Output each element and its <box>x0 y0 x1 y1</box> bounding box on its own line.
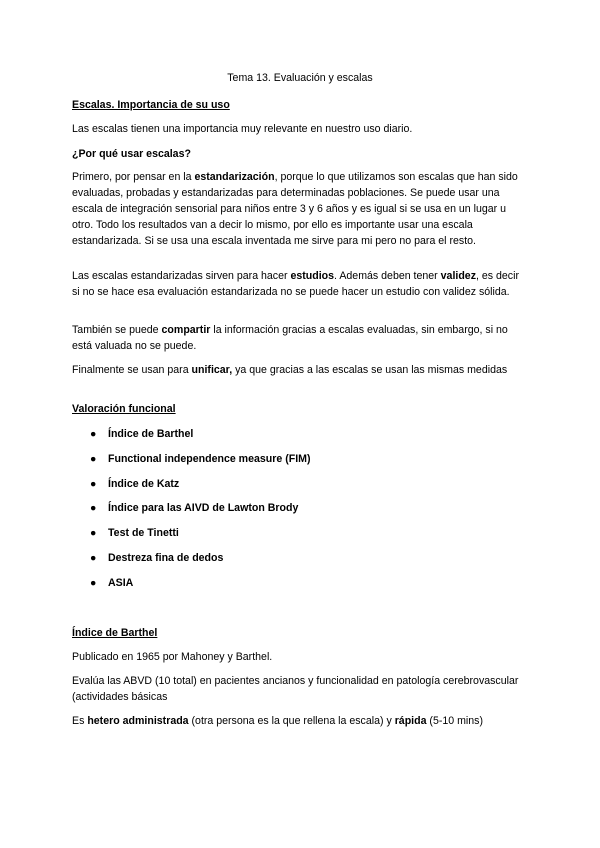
text: . Además deben tener <box>334 270 441 282</box>
list-item-label: Índice para las AIVD de Lawton Brody <box>108 502 299 515</box>
paragraph-unificar <box>72 362 528 378</box>
text: ya que gracias a las escalas se usan las mismas medidas <box>232 364 508 376</box>
text: (5-10 mins) <box>426 715 483 727</box>
bullet-icon: ● <box>90 502 97 515</box>
paragraph-hetero <box>72 713 528 729</box>
list-item <box>72 426 528 451</box>
bullet-icon: ● <box>90 452 97 465</box>
section-heading-escalas: Escalas. Importancia de su uso <box>72 99 230 111</box>
list-item-label: Índice de Barthel <box>108 428 194 440</box>
list-item-label: Destreza fina de dedos <box>108 551 224 564</box>
list-item <box>72 451 528 476</box>
bold-term: unificar, <box>191 364 233 376</box>
list-item-label: Índice de Katz <box>108 477 180 490</box>
section-heading-valoracion: Valoración funcional <box>72 403 176 415</box>
bold-term: hetero administrada <box>87 715 189 727</box>
paragraph-estudios <box>72 268 528 300</box>
bold-term: validez <box>440 270 476 282</box>
list-item <box>72 525 528 550</box>
bold-term: estandarización <box>194 171 275 183</box>
section-heading-barthel: Índice de Barthel <box>72 627 158 639</box>
text: Las escalas estandarizadas sirven para hacer <box>72 270 291 282</box>
bullet-icon: ● <box>90 576 97 589</box>
text: , porque lo que utilizamos son escalas que han sido evaluadas, probadas y estandarizadas para determinadas poblaciones. Se puede usar una escala de integración sensorial para niños entre 3 y 6 años y es igual si se usa en un lugar u otro. Todo los resultados van a decir lo mismo, por ello es importante usar una escala estandarizada. Si se usa una escala inventada me sirve para mi pero no para el resto. <box>72 171 518 247</box>
question-heading: ¿Por qué usar escalas? <box>72 148 191 160</box>
text: Es <box>72 715 88 727</box>
intro-paragraph: Las escalas tienen una importancia muy relevante en nuestro uso diario. <box>72 123 413 135</box>
text: (otra persona es la que rellena la escala) y <box>188 715 395 727</box>
list-item <box>72 550 528 575</box>
document-title: Tema 13. Evaluación y escalas <box>227 72 373 84</box>
paragraph-compartir <box>72 322 528 354</box>
bullet-icon: ● <box>90 477 97 490</box>
list-item-label: Test de Tinetti <box>108 527 179 540</box>
text: la información gracias a escalas evaluadas, sin embargo, si no está valuada no se puede. <box>72 324 508 352</box>
scales-list <box>72 426 528 600</box>
list-item <box>72 500 528 525</box>
list-item <box>72 575 528 600</box>
bullet-icon: ● <box>90 527 97 540</box>
paragraph-publicado: Publicado en 1965 por Mahoney y Barthel. <box>72 651 273 663</box>
paragraph-estandarizacion <box>72 169 528 249</box>
text: Finalmente se usan para <box>72 364 192 376</box>
bold-term: rápida <box>394 715 427 727</box>
bullet-icon: ● <box>90 428 97 440</box>
paragraph-evalua: Evalúa las ABVD (10 total) en pacientes ancianos y funcionalidad en patología cerebrovascular (actividades básicas <box>72 675 519 703</box>
list-item-label: Functional independence measure (FIM) <box>108 452 311 465</box>
bold-term: estudios <box>290 270 335 282</box>
text: Primero, por pensar en la <box>72 171 195 183</box>
text: También se puede <box>72 324 162 336</box>
text: , es decir si no se hace esa evaluación estandarizada no se puede hacer un estudio con validez sólida. <box>72 270 519 298</box>
bold-term: compartir <box>161 324 211 336</box>
list-item-label: ASIA <box>108 576 134 589</box>
bullet-icon: ● <box>90 551 97 564</box>
list-item <box>72 476 528 501</box>
